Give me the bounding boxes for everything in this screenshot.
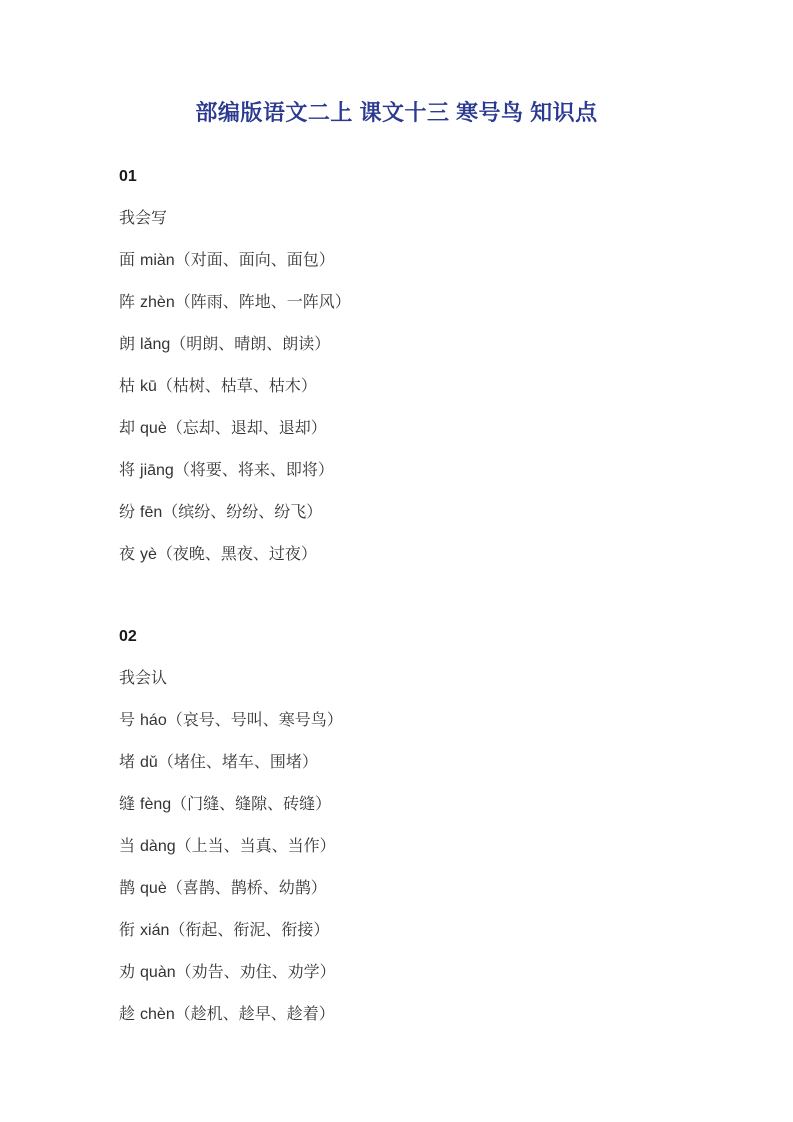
hanzi-character: 却: [119, 420, 136, 437]
vocab-line: [119, 962, 674, 984]
hanzi-character: 劝: [119, 964, 136, 981]
example-words: （上当、当真、当作）: [175, 838, 336, 855]
pinyin: quàn: [140, 964, 176, 981]
hanzi-character: 缝: [119, 796, 136, 813]
pinyin: què: [140, 420, 167, 437]
hanzi-character: 枯: [119, 378, 136, 395]
pinyin: dǔ: [140, 754, 158, 771]
vocab-line: [119, 752, 674, 774]
example-words: （阵雨、阵地、一阵风）: [174, 294, 351, 311]
pinyin: què: [140, 880, 167, 897]
example-words: （哀号、号叫、寒号鸟）: [166, 712, 343, 729]
vocab-line: [119, 794, 674, 816]
example-words: （夜晚、黑夜、过夜）: [156, 546, 317, 563]
section-number: 02: [119, 628, 137, 645]
pinyin: kū: [140, 378, 157, 395]
hanzi-character: 号: [119, 712, 136, 729]
vocab-line: [119, 460, 674, 482]
example-words: （将要、将来、即将）: [173, 462, 334, 479]
hanzi-character: 堵: [119, 754, 136, 771]
vocab-line: [119, 250, 674, 272]
example-words: （喜鹊、鹊桥、幼鹊）: [166, 880, 327, 897]
section-wo-hui-xie: [119, 166, 674, 566]
pinyin: dàng: [140, 838, 176, 855]
vocab-line: [119, 920, 674, 942]
pinyin: yè: [140, 546, 157, 563]
pinyin: miàn: [140, 252, 175, 269]
pinyin: háo: [140, 712, 167, 729]
vocab-line: [119, 418, 674, 440]
example-words: （门缝、缝隙、砖缝）: [171, 796, 332, 813]
example-words: （忘却、退却、退却）: [166, 420, 327, 437]
hanzi-character: 面: [119, 252, 136, 269]
example-words: （劝告、劝住、劝学）: [175, 964, 336, 981]
hanzi-character: 夜: [119, 546, 136, 563]
hanzi-character: 鹊: [119, 880, 136, 897]
document-title: 部编版语文二上 课文十三 寒号鸟 知识点: [195, 100, 598, 125]
pinyin: lǎng: [140, 336, 171, 353]
example-words: （缤纷、纷纷、纷飞）: [162, 504, 323, 521]
section-heading: 我会写: [119, 210, 168, 227]
hanzi-character: 将: [119, 462, 136, 479]
pinyin: xián: [140, 922, 170, 939]
pinyin: fèng: [140, 796, 172, 813]
example-words: （明朗、晴朗、朗读）: [170, 336, 331, 353]
example-words: （堵住、堵车、围堵）: [157, 754, 318, 771]
vocab-line: [119, 710, 674, 732]
pinyin: jiāng: [140, 462, 174, 479]
pinyin: zhèn: [140, 294, 175, 311]
pinyin: fēn: [140, 504, 163, 521]
example-words: （枯树、枯草、枯木）: [156, 378, 317, 395]
example-words: （对面、面向、面包）: [174, 252, 335, 269]
vocab-line: [119, 1004, 674, 1026]
hanzi-character: 纷: [119, 504, 136, 521]
vocab-line: [119, 334, 674, 356]
vocab-line: [119, 376, 674, 398]
vocab-line: [119, 878, 674, 900]
pinyin: chèn: [140, 1006, 175, 1023]
section-heading: 我会认: [119, 670, 168, 687]
vocab-line: [119, 292, 674, 314]
hanzi-character: 衔: [119, 922, 136, 939]
hanzi-character: 朗: [119, 336, 136, 353]
section-wo-hui-ren: [119, 626, 674, 1026]
hanzi-character: 当: [119, 838, 136, 855]
example-words: （衔起、衔泥、衔接）: [169, 922, 330, 939]
vocab-line: [119, 502, 674, 524]
hanzi-character: 趁: [119, 1006, 136, 1023]
vocab-line: [119, 836, 674, 858]
vocab-line: [119, 544, 674, 566]
section-number: 01: [119, 168, 137, 185]
hanzi-character: 阵: [119, 294, 136, 311]
example-words: （趁机、趁早、趁着）: [174, 1006, 335, 1023]
